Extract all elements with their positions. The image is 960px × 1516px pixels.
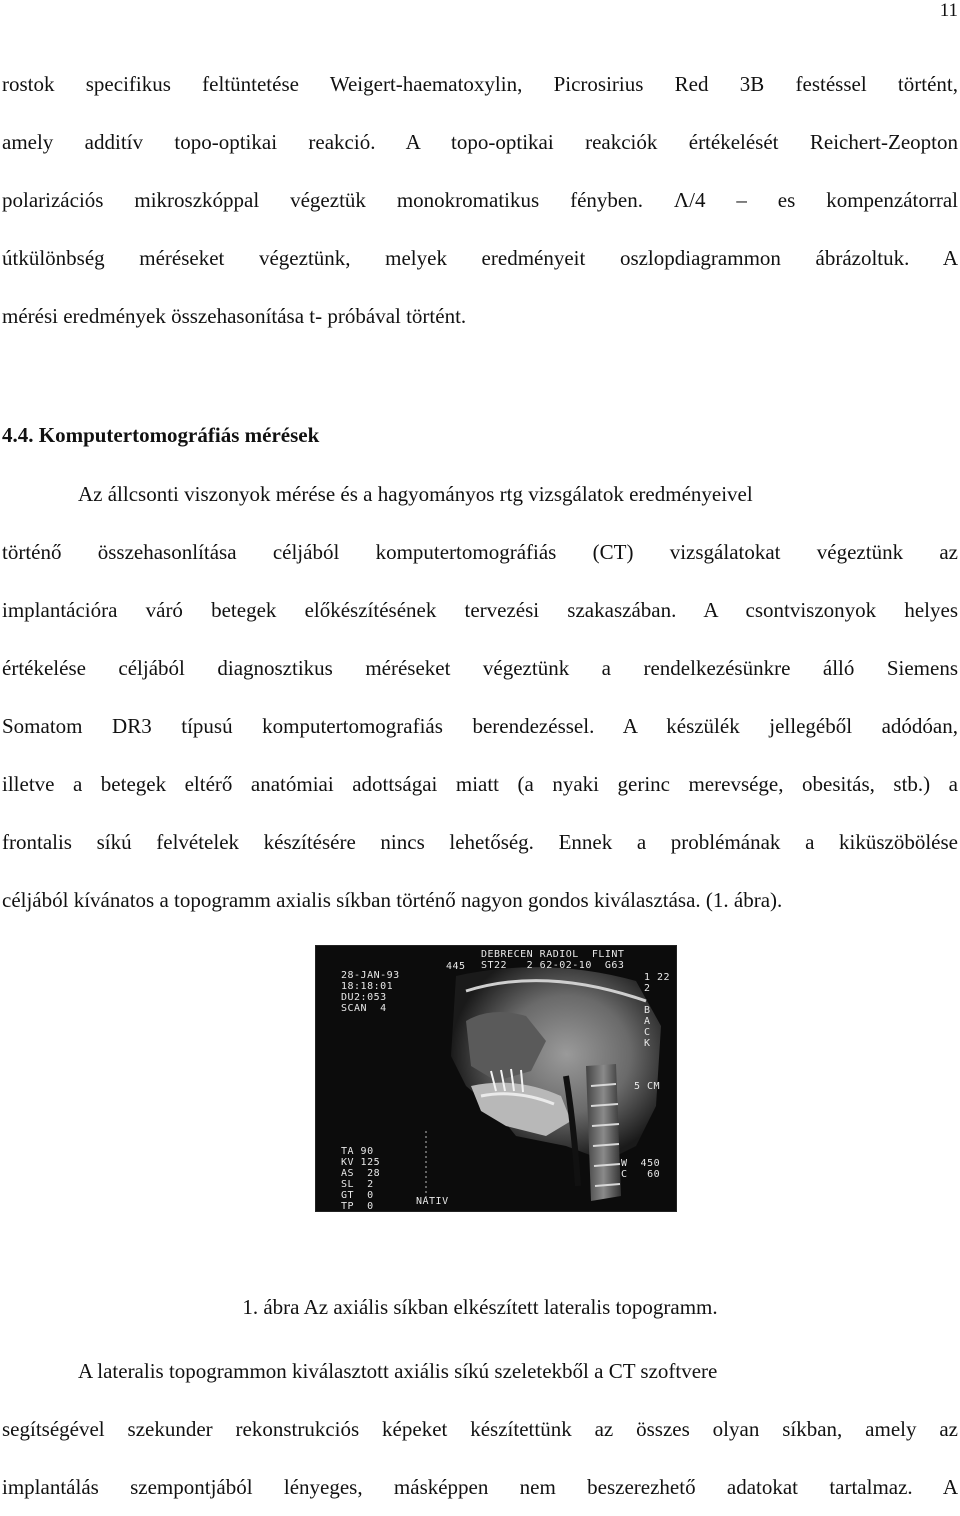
scan-number: 445 (446, 961, 466, 972)
text-line: A lateralis topogrammon kiválasztott axiális síkú szeletekből a CT szoftvere (78, 1359, 718, 1383)
text-line: értékelése céljából diagnosztikus méréseket végeztünk a rendelkezésünkre álló Siemens (2, 656, 958, 680)
text-line: céljából kívánatos a topogramm axialis síkban történő nagyon gondos kiválasztása. (1. ábra). (2, 888, 783, 912)
paragraph-3 (2, 1342, 958, 1516)
ct-topogram-image (315, 945, 677, 1212)
scan-parameters: TA 90 KV 125 AS 28 SL 2 GT 0 TP 0 (341, 1146, 381, 1212)
text-line: mérési eredmények összehasonítása t- próbával történt. (2, 304, 467, 328)
text-line: Az állcsonti viszonyok mérése és a hagyományos rtg vizsgálatok eredményeivel (78, 482, 753, 506)
text-line: illetve a betegek eltérő anatómiai adottságai miatt (a nyaki gerinc merevsége, obesitás, stb.) a (2, 772, 958, 796)
figure-caption: 1. ábra Az axiális síkban elkészített lateralis topogramm. (242, 1295, 718, 1319)
text-line: polarizációs mikroszkóppal végeztük monokromatikus fényben. Λ/4 – es kompenzátorral (2, 188, 958, 212)
text-line: Somatom DR3 típusú komputertomografiás berendezéssel. A készülék jellegéből adódóan, (2, 714, 958, 738)
scan-date-info: 28-JAN-93 18:18:01 DU2:053 SCAN 4 (341, 970, 400, 1014)
scan-side-labels: 1 22 2 B A C K (644, 972, 671, 1049)
text-line: amely additív topo-optikai reakció. A topo-optikai reakciók értékelését Reichert-Zeopton (2, 130, 958, 154)
scan-header: DEBRECEN RADIOL FLINT ST22 2 62-02-10 G63 (481, 949, 625, 971)
text-line: segítségével szekunder rekonstrukciós képeket készítettünk az összes olyan síkban, amely az (2, 1417, 958, 1441)
scan-scale-label: 5 CM (634, 1081, 661, 1092)
text-line: implantálás szempontjából lényeges, másképpen nem beszerezhető adatokat tartalmaz. A (2, 1475, 958, 1499)
text-line: történő összehasonlítása céljából komputertomográfiás (CT) vizsgálatokat végeztünk az (2, 540, 958, 564)
paragraph-2 (2, 465, 958, 929)
section-heading: 4.4. Komputertomográfiás mérések (2, 423, 320, 447)
text-line: frontalis síkú felvételek készítésére nincs lehetőség. Ennek a problémának a kiküszöbölése (2, 830, 958, 854)
scan-mode-label: NATIV (416, 1196, 449, 1207)
text-line: útkülönbség méréseket végeztünk, melyek eredményeit oszlopdiagrammon ábrázoltuk. A (2, 246, 958, 270)
scan-window-settings: W 450 C 60 (621, 1158, 661, 1180)
paragraph-1 (2, 55, 958, 345)
page-number: 11 (939, 0, 958, 21)
text-line: rostok specifikus feltüntetése Weigert-haematoxylin, Picrosirius Red 3B festéssel történt, (2, 72, 958, 96)
text-line: implantációra váró betegek előkészítésének tervezési szakaszában. A csontviszonyok helyes (2, 598, 958, 622)
